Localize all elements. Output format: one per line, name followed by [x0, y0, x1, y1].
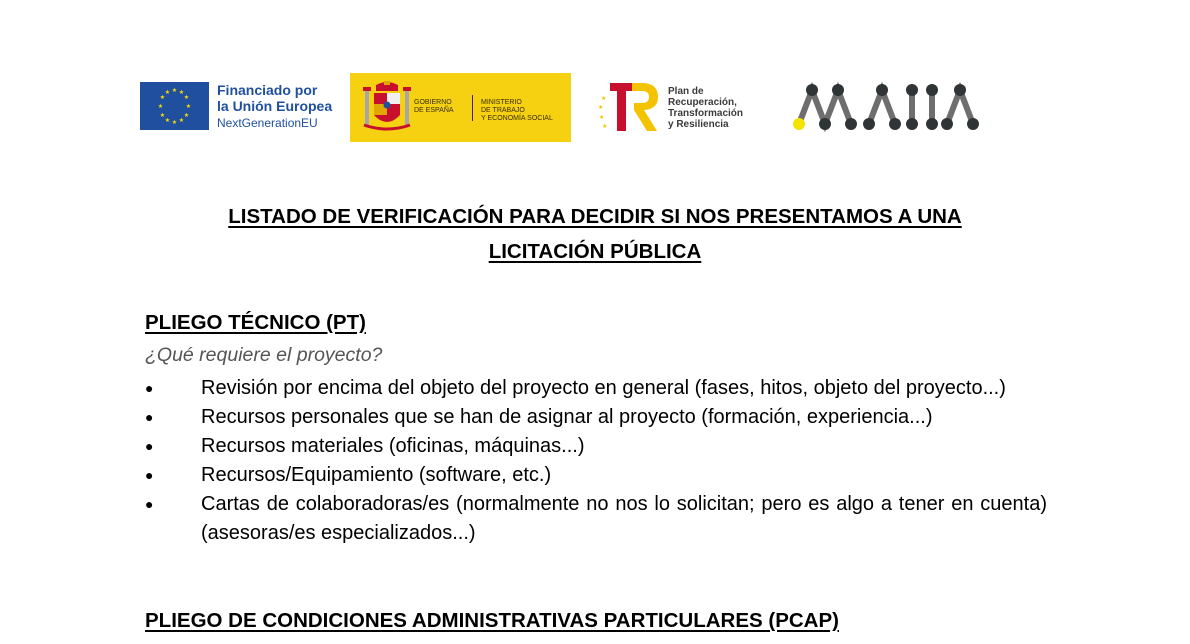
bullet-icon: ●: [145, 380, 154, 396]
title-line-2-text: LICITACIÓN PÚBLICA: [488, 240, 702, 263]
prtr-line: Recuperación,: [668, 97, 737, 108]
maiia-logo-icon: [790, 80, 990, 134]
ministerio-line: Y ECONOMÍA SOCIAL: [481, 115, 553, 122]
svg-text:★: ★: [598, 104, 604, 111]
gobierno-espana-logo: [350, 73, 571, 142]
list-item: [145, 403, 1047, 432]
list-item-text: Recursos/Equipamiento (software, etc.): [201, 464, 552, 486]
bullet-icon: ●: [145, 467, 154, 483]
eu-text-line3: NextGenerationEU: [217, 116, 318, 130]
requirements-list: [145, 374, 1047, 548]
svg-text:★: ★: [171, 87, 178, 94]
list-item: [145, 461, 1047, 490]
eu-funding-text: [217, 82, 332, 131]
logo-bar: [0, 0, 1190, 160]
section-heading-pliego-tecnico: [145, 310, 366, 336]
svg-text:★: ★: [178, 89, 185, 96]
ministerio-line: DE TRABAJO: [481, 107, 525, 114]
document-title: [0, 199, 1190, 269]
svg-text:★: ★: [159, 112, 166, 119]
list-item: [145, 374, 1047, 403]
bullet-icon: ●: [145, 438, 154, 454]
section-heading-text: PLIEGO TÉCNICO (PT): [145, 311, 366, 334]
bullet-icon: ●: [145, 409, 154, 425]
title-line-2: [0, 234, 1190, 269]
eu-flag-icon: [140, 82, 209, 130]
section-subheading: ¿Qué requiere el proyecto?: [145, 344, 383, 366]
title-line-1: [0, 199, 1190, 234]
gob-divider: [472, 95, 473, 121]
gob-line: DE ESPAÑA: [414, 107, 454, 114]
svg-text:★: ★: [157, 103, 164, 110]
svg-text:★: ★: [171, 119, 178, 126]
eu-text-line1: Financiado por: [217, 82, 318, 98]
svg-text:★: ★: [601, 95, 607, 102]
ministerio-line: MINISTERIO: [481, 99, 522, 106]
eu-text-line2: la Unión Europea: [217, 98, 333, 114]
gob-line: GOBIERNO: [414, 99, 452, 106]
svg-text:★: ★: [599, 114, 605, 121]
list-item-text: Cartas de colaboradoras/es (normalmente no nos lo solicitan; pero es algo a tener en cuenta) (asesoras/es especializados...): [201, 493, 1047, 544]
list-item-text: Revisión por encima del objeto del proyecto en general (fases, hitos, objeto del proyecto...): [201, 377, 1006, 399]
list-item-text: Recursos materiales (oficinas, máquinas...): [201, 435, 585, 457]
prtr-mark-icon: [598, 80, 662, 134]
list-item-text: Recursos personales que se han de asignar al proyecto (formación, experiencia...): [201, 406, 933, 428]
svg-text:★: ★: [178, 117, 185, 124]
svg-text:★: ★: [164, 89, 171, 96]
list-item: [145, 490, 1047, 548]
coat-of-arms-icon: [362, 81, 412, 135]
title-line-1-text: LISTADO DE VERIFICACIÓN PARA DECIDIR SI NOS PRESENTAMOS A UNA: [228, 205, 962, 228]
svg-text:★: ★: [185, 103, 192, 110]
plan-recuperacion-logo: [598, 80, 758, 135]
gobierno-espana-text: [414, 99, 454, 115]
prtr-text: [668, 86, 743, 130]
svg-text:★: ★: [159, 94, 166, 101]
svg-text:★: ★: [183, 94, 190, 101]
section-heading-text: PLIEGO DE CONDICIONES ADMINISTRATIVAS PARTICULARES (PCAP): [145, 609, 839, 632]
svg-text:★: ★: [602, 123, 608, 130]
bullet-icon: ●: [145, 496, 154, 512]
prtr-line: y Resiliencia: [668, 119, 729, 130]
prtr-line: Plan de: [668, 86, 704, 97]
section-heading-pcap: [145, 608, 839, 634]
svg-text:★: ★: [183, 112, 190, 119]
svg-text:★: ★: [164, 117, 171, 124]
list-item: [145, 432, 1047, 461]
eu-funding-logo: [140, 82, 336, 132]
prtr-line: Transformación: [668, 108, 744, 119]
ministerio-text: [481, 99, 553, 123]
